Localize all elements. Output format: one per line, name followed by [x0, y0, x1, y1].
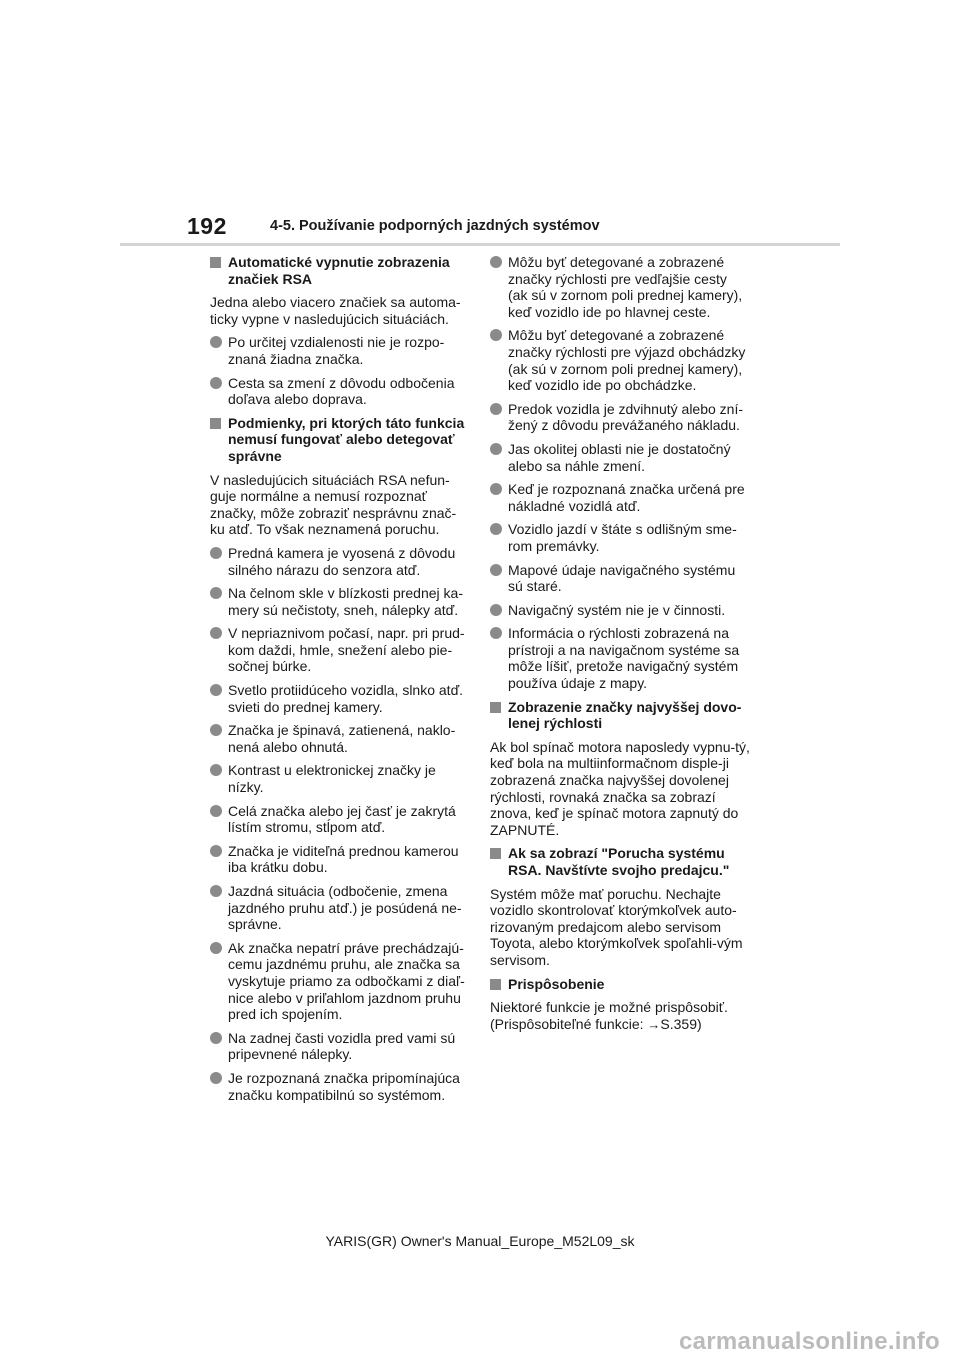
circle-bullet-icon [210, 684, 222, 696]
circle-bullet-icon [210, 587, 222, 599]
page-number: 192 [187, 213, 227, 239]
list-item: Značka je viditeľná prednou kamerou iba krátku dobu. [210, 843, 470, 876]
circle-bullet-icon [490, 403, 502, 415]
circle-bullet-icon [210, 336, 222, 348]
section-heading: Prispôsobenie [490, 976, 750, 993]
circle-bullet-icon [210, 1072, 222, 1084]
paragraph: Jedna alebo viacero značiek sa automa-ticky vypne v nasledujúcich situáciách. [210, 294, 461, 327]
section-heading: Zobrazenie značky najvyššej dovo-lenej rýchlosti [490, 699, 750, 732]
section-heading: Ak sa zobrazí "Porucha systému RSA. Navštívte svojho predajcu." [490, 845, 750, 878]
list-item: Kontrast u elektronickej značky je nízky. [210, 762, 470, 795]
circle-bullet-icon [490, 483, 502, 495]
circle-bullet-icon [210, 627, 222, 639]
list-item: Môžu byť detegované a zobrazené značky rýchlosti pre vedľajšie cesty (ak sú v zornom poli prednej kamery), keď vozidlo ide po hlavnej ceste. [490, 254, 750, 320]
list-item: Svetlo protiidúceho vozidla, slnko atď. svieti do prednej kamery. [210, 682, 470, 715]
footer-text: YARIS(GR) Owner's Manual_Europe_M52L09_sk [325, 1233, 635, 1249]
reference-prefix: (Prispôsobiteľné funkcie: [490, 1015, 648, 1032]
header-divider [120, 243, 840, 246]
list-item: Cesta sa zmení z dôvodu odbočenia doľava alebo doprava. [210, 375, 470, 408]
section-heading: Podmienky, pri ktorých táto funkcia nemusí fungovať alebo detegovať správne [210, 415, 470, 465]
circle-bullet-icon [210, 724, 222, 736]
circle-bullet-icon [490, 256, 502, 268]
list-item: Na čelnom skle v blízkosti prednej ka-mery sú nečistoty, sneh, nálepky atď. [210, 585, 470, 618]
arrow-right-icon: → [647, 1016, 661, 1032]
circle-bullet-icon [490, 443, 502, 455]
list-item: V nepriaznivom počasí, napr. pri prud-kom daždi, hmle, snežení alebo pie-sočnej búrke. [210, 625, 470, 675]
list-item: Jas okolitej oblasti nie je dostatočný alebo sa náhle zmení. [490, 441, 750, 474]
list-item: Na zadnej časti vozidla pred vami sú pripevnené nálepky. [210, 1030, 470, 1063]
left-column [210, 254, 470, 1110]
list-item: Keď je rozpoznaná značka určená pre nákladné vozidlá atď. [490, 481, 750, 514]
paragraph: V nasledujúcich situáciách RSA nefun-guje normálne a nemusí rozpoznať značky, môže zobraziť nesprávnu znač-ku atď. To však neznamená poruchu. [210, 471, 457, 538]
square-bullet-icon [490, 702, 501, 713]
list-item: Je rozpoznaná značka pripomínajúca značku kompatibilnú so systémom. [210, 1070, 470, 1103]
square-bullet-icon [210, 257, 221, 268]
list-item: Značka je špinavá, zatienená, naklo-nená alebo ohnutá. [210, 722, 470, 755]
list-item: Navigačný systém nie je v činnosti. [490, 602, 750, 619]
circle-bullet-icon [490, 523, 502, 535]
circle-bullet-icon [490, 604, 502, 616]
list-item: Celá značka alebo jej časť je zakrytá lístím stromu, stĺpom atď. [210, 803, 470, 836]
circle-bullet-icon [210, 1032, 222, 1044]
circle-bullet-icon [210, 845, 222, 857]
circle-bullet-icon [210, 885, 222, 897]
paragraph: Ak bol spínač motora naposledy vypnu-tý, keď bola na multiinformačnom disple-ji zobrazená značka najvyššej dovolenej rýchlosti, rovnaká značka sa zobrazí znova, keď je spínač motora zapnutý do ZAPNUTÉ. [490, 738, 750, 838]
list-item: Vozidlo jazdí v štáte s odlišným sme-rom premávky. [490, 521, 750, 554]
square-bullet-icon [490, 979, 501, 990]
list-item: Po určitej vzdialenosti nie je rozpo-znaná žiadna značka. [210, 334, 470, 367]
paragraph-line [490, 1016, 750, 1034]
paragraph-line: Niektoré funkcie je možné prispôsobiť. [490, 999, 728, 1016]
section-heading: Automatické vypnutie zobrazenia značiek RSA [210, 254, 470, 287]
list-item: Jazdná situácia (odbočenie, zmena jazdného pruhu atď.) je posúdená ne-správne. [210, 883, 470, 933]
circle-bullet-icon [210, 377, 222, 389]
paragraph: Systém môže mať poruchu. Nechajte vozidlo skontrolovať ktorýmkoľvek auto-rizovaným predajcom alebo servisom Toyota, alebo ktorýmkoľvek spoľahli-vým servisom. [490, 885, 743, 968]
square-bullet-icon [210, 418, 221, 429]
list-item: Môžu byť detegované a zobrazené značky rýchlosti pre výjazd obchádzky (ak sú v zornom poli prednej kamery), keď vozidlo ide po obchádzke. [490, 327, 750, 393]
page-header [0, 0, 960, 250]
section-title: 4-5. Používanie podporných jazdných systémov [270, 218, 600, 234]
right-column [490, 254, 750, 1040]
paragraph [490, 999, 750, 1033]
circle-bullet-icon [490, 627, 502, 639]
list-item: Ak značka nepatrí práve prechádzajú-cemu jazdnému pruhu, ale značka sa vyskytuje priamo za odbočkami z diaľ-nice alebo v priľahlom jazdnom pruhu pred ich spojením. [210, 940, 470, 1023]
list-item: Predok vozidla je zdvihnutý alebo zní-žený z dôvodu prevážaného nákladu. [490, 401, 750, 434]
circle-bullet-icon [210, 805, 222, 817]
circle-bullet-icon [210, 942, 222, 954]
watermark: carmanualsonline.info [678, 1328, 940, 1355]
list-item: Informácia o rýchlosti zobrazená na prístroji a na navigačnom systéme sa môže líšiť, pretože navigačný systém používa údaje z mapy. [490, 625, 750, 691]
list-item: Mapové údaje navigačného systému sú staré. [490, 562, 750, 595]
circle-bullet-icon [210, 547, 222, 559]
circle-bullet-icon [210, 764, 222, 776]
circle-bullet-icon [490, 329, 502, 341]
circle-bullet-icon [490, 564, 502, 576]
list-item: Predná kamera je vyosená z dôvodu silného nárazu do senzora atď. [210, 545, 470, 578]
page-reference-link[interactable]: S.359) [660, 1015, 702, 1032]
square-bullet-icon [490, 848, 501, 859]
